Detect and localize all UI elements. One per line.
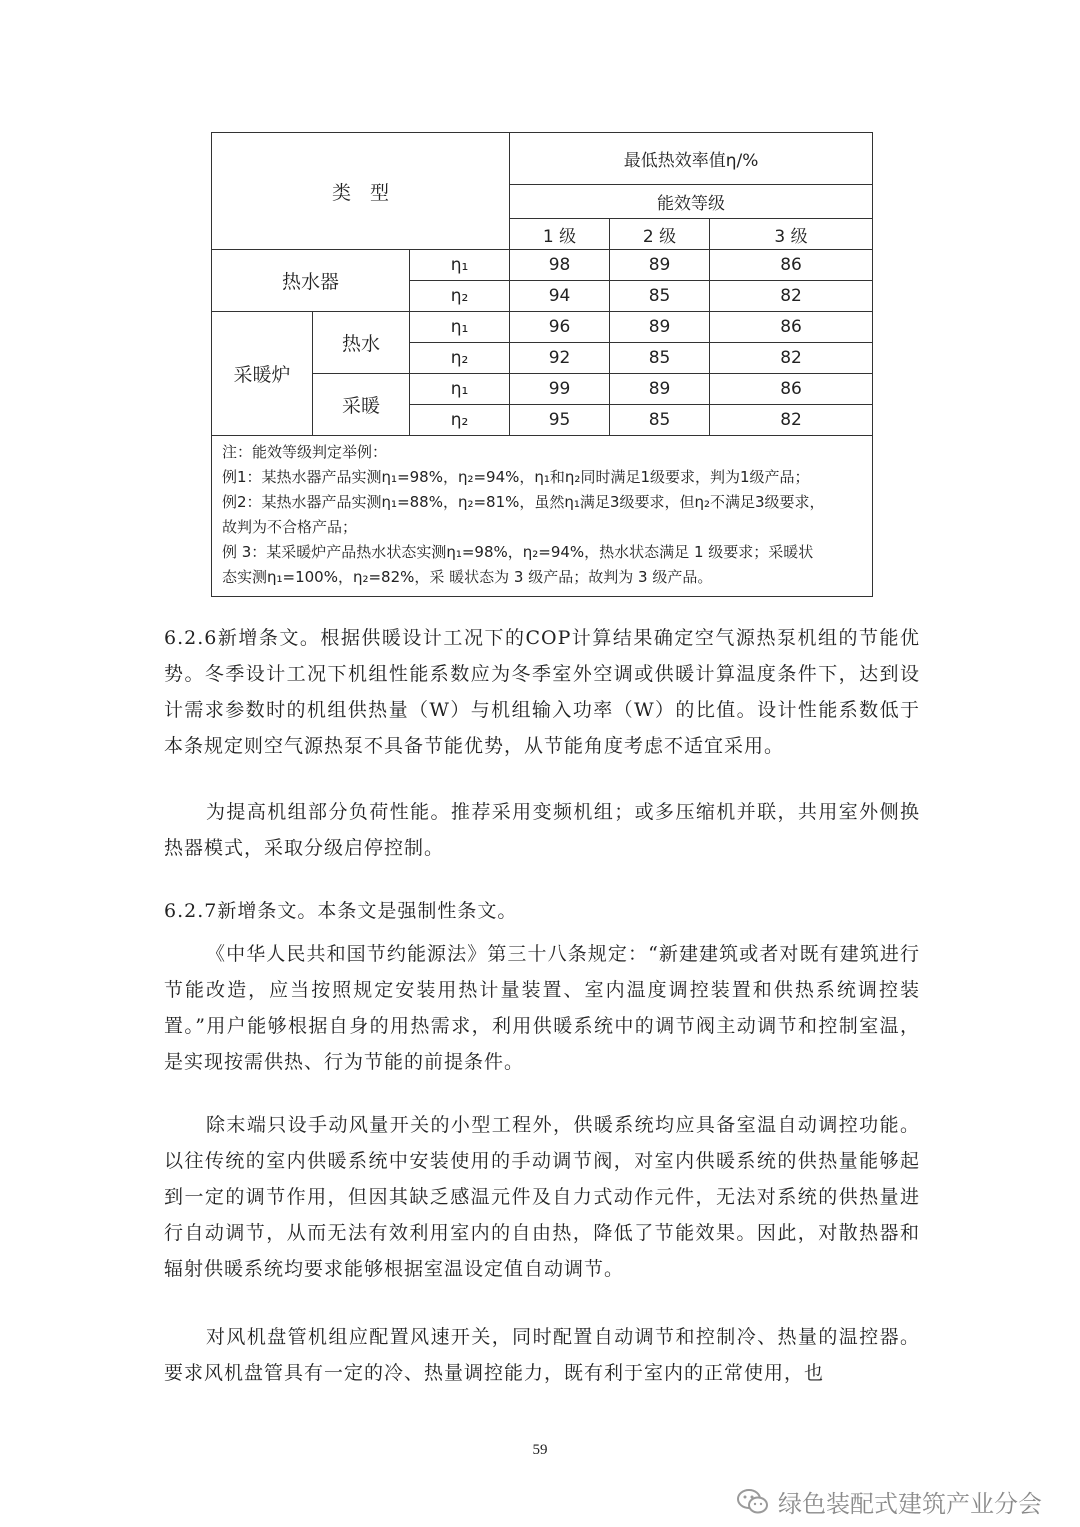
- sub-hot-water: 热水: [313, 312, 410, 374]
- header-type: 类 型: [212, 133, 510, 250]
- efficiency-table-wrapper: [211, 132, 872, 597]
- table-cell: 89: [610, 374, 710, 405]
- table-cell: 98: [510, 250, 610, 281]
- table-cell: 89: [610, 250, 710, 281]
- grade-3: 3 级: [710, 219, 873, 250]
- note-line: 例1：某热水器产品实测η₁=98%，η₂=94%，η₁和η₂同时满足1级要求，判为1级产品；: [222, 468, 810, 486]
- table-cell: 96: [510, 312, 610, 343]
- note-line: 注：能效等级判定举例：: [222, 443, 388, 461]
- note-line: 例2：某热水器产品实测η₁=88%，η₂=81%，虽然η₁满足3级要求，但η₂不满足3级要求，: [222, 493, 825, 511]
- table-cell: 85: [610, 405, 710, 436]
- watermark-text: 绿色装配式建筑产业分会: [778, 1490, 1042, 1518]
- table-cell: 95: [510, 405, 610, 436]
- page-number: 59: [532, 1442, 548, 1458]
- eta-label: η₂: [410, 405, 510, 436]
- paragraph-6-2-7: 6.2.7新增条文。本条文是强制性条文。: [164, 900, 518, 922]
- table-cell: 85: [610, 281, 710, 312]
- grade-1: 1 级: [510, 219, 610, 250]
- group-heating-boiler: 采暖炉: [212, 312, 313, 436]
- table-cell: 99: [510, 374, 610, 405]
- paragraph-6-2-6: 6.2.6新增条文。根据供暖设计工况下的COP计算结果确定空气源热泵机组的节能优势。冬季设计工况下机组性能系数应为冬季室外空调或供暖计算温度条件下，达到设计需求参数时的机组供热量（W）与机组输入功率（W）的比值。设计性能系数低于本条规定则空气源热泵不具备节能优势，从节能角度考虑不适宜采用。: [164, 627, 920, 757]
- paragraph-auto-control: 除末端只设手动风量开关的小型工程外，供暖系统均应具备室温自动调控功能。以往传统的室内供暖系统中安装使用的手动调节阀，对室内供暖系统的供热量能够起到一定的调节作用，但因其缺乏感温元件及自力式动作元件，无法对系统的供热量进行自动调节，从而无法有效利用室内的自由热，降低了节能效果。因此，对散热器和辐射供暖系统均要求能够根据室温设定值自动调节。: [164, 1114, 920, 1280]
- eta-label: η₂: [410, 281, 510, 312]
- table-cell: 82: [710, 281, 873, 312]
- watermark: [736, 1484, 1042, 1519]
- eta-label: η₁: [410, 312, 510, 343]
- table-cell: 82: [710, 405, 873, 436]
- paragraph-partial-load: 为提高机组部分负荷性能。推荐采用变频机组；或多压缩机并联，共用室外侧换热器模式，采取分级启停控制。: [164, 801, 920, 859]
- paragraph-energy-law: 《中华人民共和国节约能源法》第三十八条规定：“新建建筑或者对既有建筑进行节能改造，应当按照规定安装用热计量装置、室内温度调控装置和供热系统调控装置。”用户能够根据自身的用热需求，利用供暖系统中的调节阀主动调节和控制室温，是实现按需供热、行为节能的前提条件。: [164, 943, 920, 1073]
- table-cell: 86: [710, 250, 873, 281]
- table-cell: 85: [610, 343, 710, 374]
- sub-heating: 采暖: [313, 374, 410, 436]
- header-title: 最低热效率值η/%: [510, 133, 873, 185]
- wechat-icon: [736, 1488, 770, 1516]
- table-cell: 92: [510, 343, 610, 374]
- header-grade: 能效等级: [510, 185, 873, 219]
- table-cell: 86: [710, 374, 873, 405]
- table-cell: 86: [710, 312, 873, 343]
- table-cell: 82: [710, 343, 873, 374]
- table-note: [212, 436, 873, 597]
- eta-label: η₂: [410, 343, 510, 374]
- note-line: 例 3：某采暖炉产品热水状态实测η₁=98%，η₂=94%，热水状态满足 1 级要求；采暖状: [222, 543, 814, 561]
- table-cell: 89: [610, 312, 710, 343]
- group-water-heater: 热水器: [212, 250, 410, 312]
- grade-2: 2 级: [610, 219, 710, 250]
- note-line: 态实测η₁=100%，η₂=82%，采 暖状态为 3 级产品；故判为 3 级产品。: [222, 568, 713, 586]
- eta-label: η₁: [410, 374, 510, 405]
- note-line: 故判为不合格产品；: [222, 518, 358, 536]
- efficiency-table: [211, 132, 873, 597]
- table-cell: 94: [510, 281, 610, 312]
- paragraph-fan-coil: 对风机盘管机组应配置风速开关，同时配置自动调节和控制冷、热量的温控器。要求风机盘管具有一定的冷、热量调控能力，既有利于室内的正常使用，也: [164, 1326, 920, 1384]
- eta-label: η₁: [410, 250, 510, 281]
